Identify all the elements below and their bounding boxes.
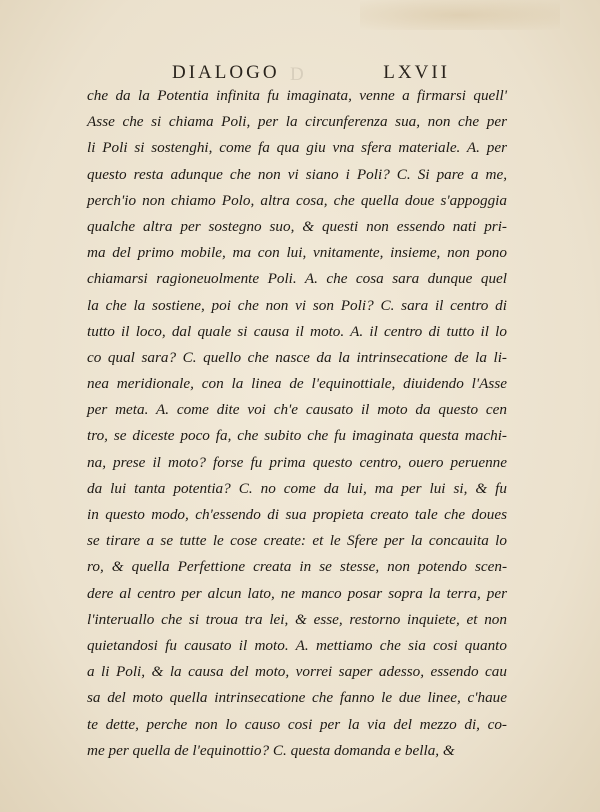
- folio-number: LXVII: [383, 62, 450, 83]
- text-line: perch'io non chiamo Polo, altra cosa, che quella doue s'appoggia: [87, 191, 507, 209]
- text-line: qualche altra per sostegno suo, & questi non essendo nati pri-: [87, 217, 507, 235]
- text-line: Asse che si chiama Poli, per la circunferenza sua, non che per: [87, 113, 507, 131]
- text-line: nea meridionale, con la linea de l'equinottiale, diuidendo l'Asse: [87, 375, 507, 393]
- text-line: ma del primo mobile, ma con lui, vnitamente, insieme, non pono: [87, 244, 507, 262]
- text-line: che da la Potentia infinita fu imaginata, venne a firmarsi quell': [87, 87, 507, 104]
- text-line: l'interuallo che si troua tra lei, & esse, restorno inquiete, et non: [87, 610, 507, 628]
- text-line: la che la sostiene, poi che non vi son Poli? C. sara il centro di: [87, 296, 507, 314]
- text-line: questo resta adunque che non vi siano i Poli? C. Si pare a me,: [87, 165, 507, 183]
- body-text: [87, 83, 507, 764]
- text-line: me per quella de l'equinottio? C. questa domanda e bella, &: [87, 741, 455, 759]
- text-line: li Poli si sostenghi, come fa qua giu vna sfera materiale. A. per: [87, 139, 507, 157]
- show-through-letter: D: [290, 64, 307, 85]
- text-line: ro, & quella Perfettione creata in se stesse, non potendo scen-: [87, 558, 507, 576]
- text-line: chiamarsi ragioneuolmente Poli. A. che cosa sara dunque quel: [87, 270, 507, 288]
- text-line: a li Poli, & la causa del moto, vorrei saper adesso, essendo cau: [87, 663, 507, 681]
- text-line: co qual sara? C. quello che nasce da la intrinsecatione de la li-: [87, 348, 507, 366]
- text-line: se tirare a se tutte le cose create: et le Sfere per la concauita lo: [87, 532, 507, 550]
- text-line: te dette, perche non lo causo cosi per la via del mezzo di, co-: [87, 715, 507, 733]
- text-line: tutto il loco, dal quale si causa il moto. A. il centro di tutto il lo: [87, 322, 507, 340]
- text-line: quietandosi fu causato il moto. A. mettiamo che sia cosi quanto: [87, 636, 507, 654]
- text-line: na, prese il moto? forse fu prima questo centro, ouero peruenne: [87, 453, 507, 471]
- text-line: sa del moto quella intrinsecatione che fanno le due linee, c'haue: [87, 689, 507, 707]
- text-line: tro, se diceste poco fa, che subito che fu imaginata questa machi-: [87, 427, 507, 445]
- text-line: per meta. A. come dite voi ch'e causato il moto da questo cen: [87, 401, 507, 419]
- text-line: dere al centro per alcun lato, ne manco posar sopra la terra, per: [87, 584, 507, 602]
- running-title: DIALOGO: [172, 62, 280, 83]
- text-line: in questo modo, ch'essendo di sua propieta creato tale che doues: [87, 506, 507, 523]
- paper-stain: [360, 0, 560, 30]
- page-header: [172, 62, 450, 84]
- text-line: da lui tanta potentia? C. no come da lui, ma per lui si, & fu: [87, 479, 507, 497]
